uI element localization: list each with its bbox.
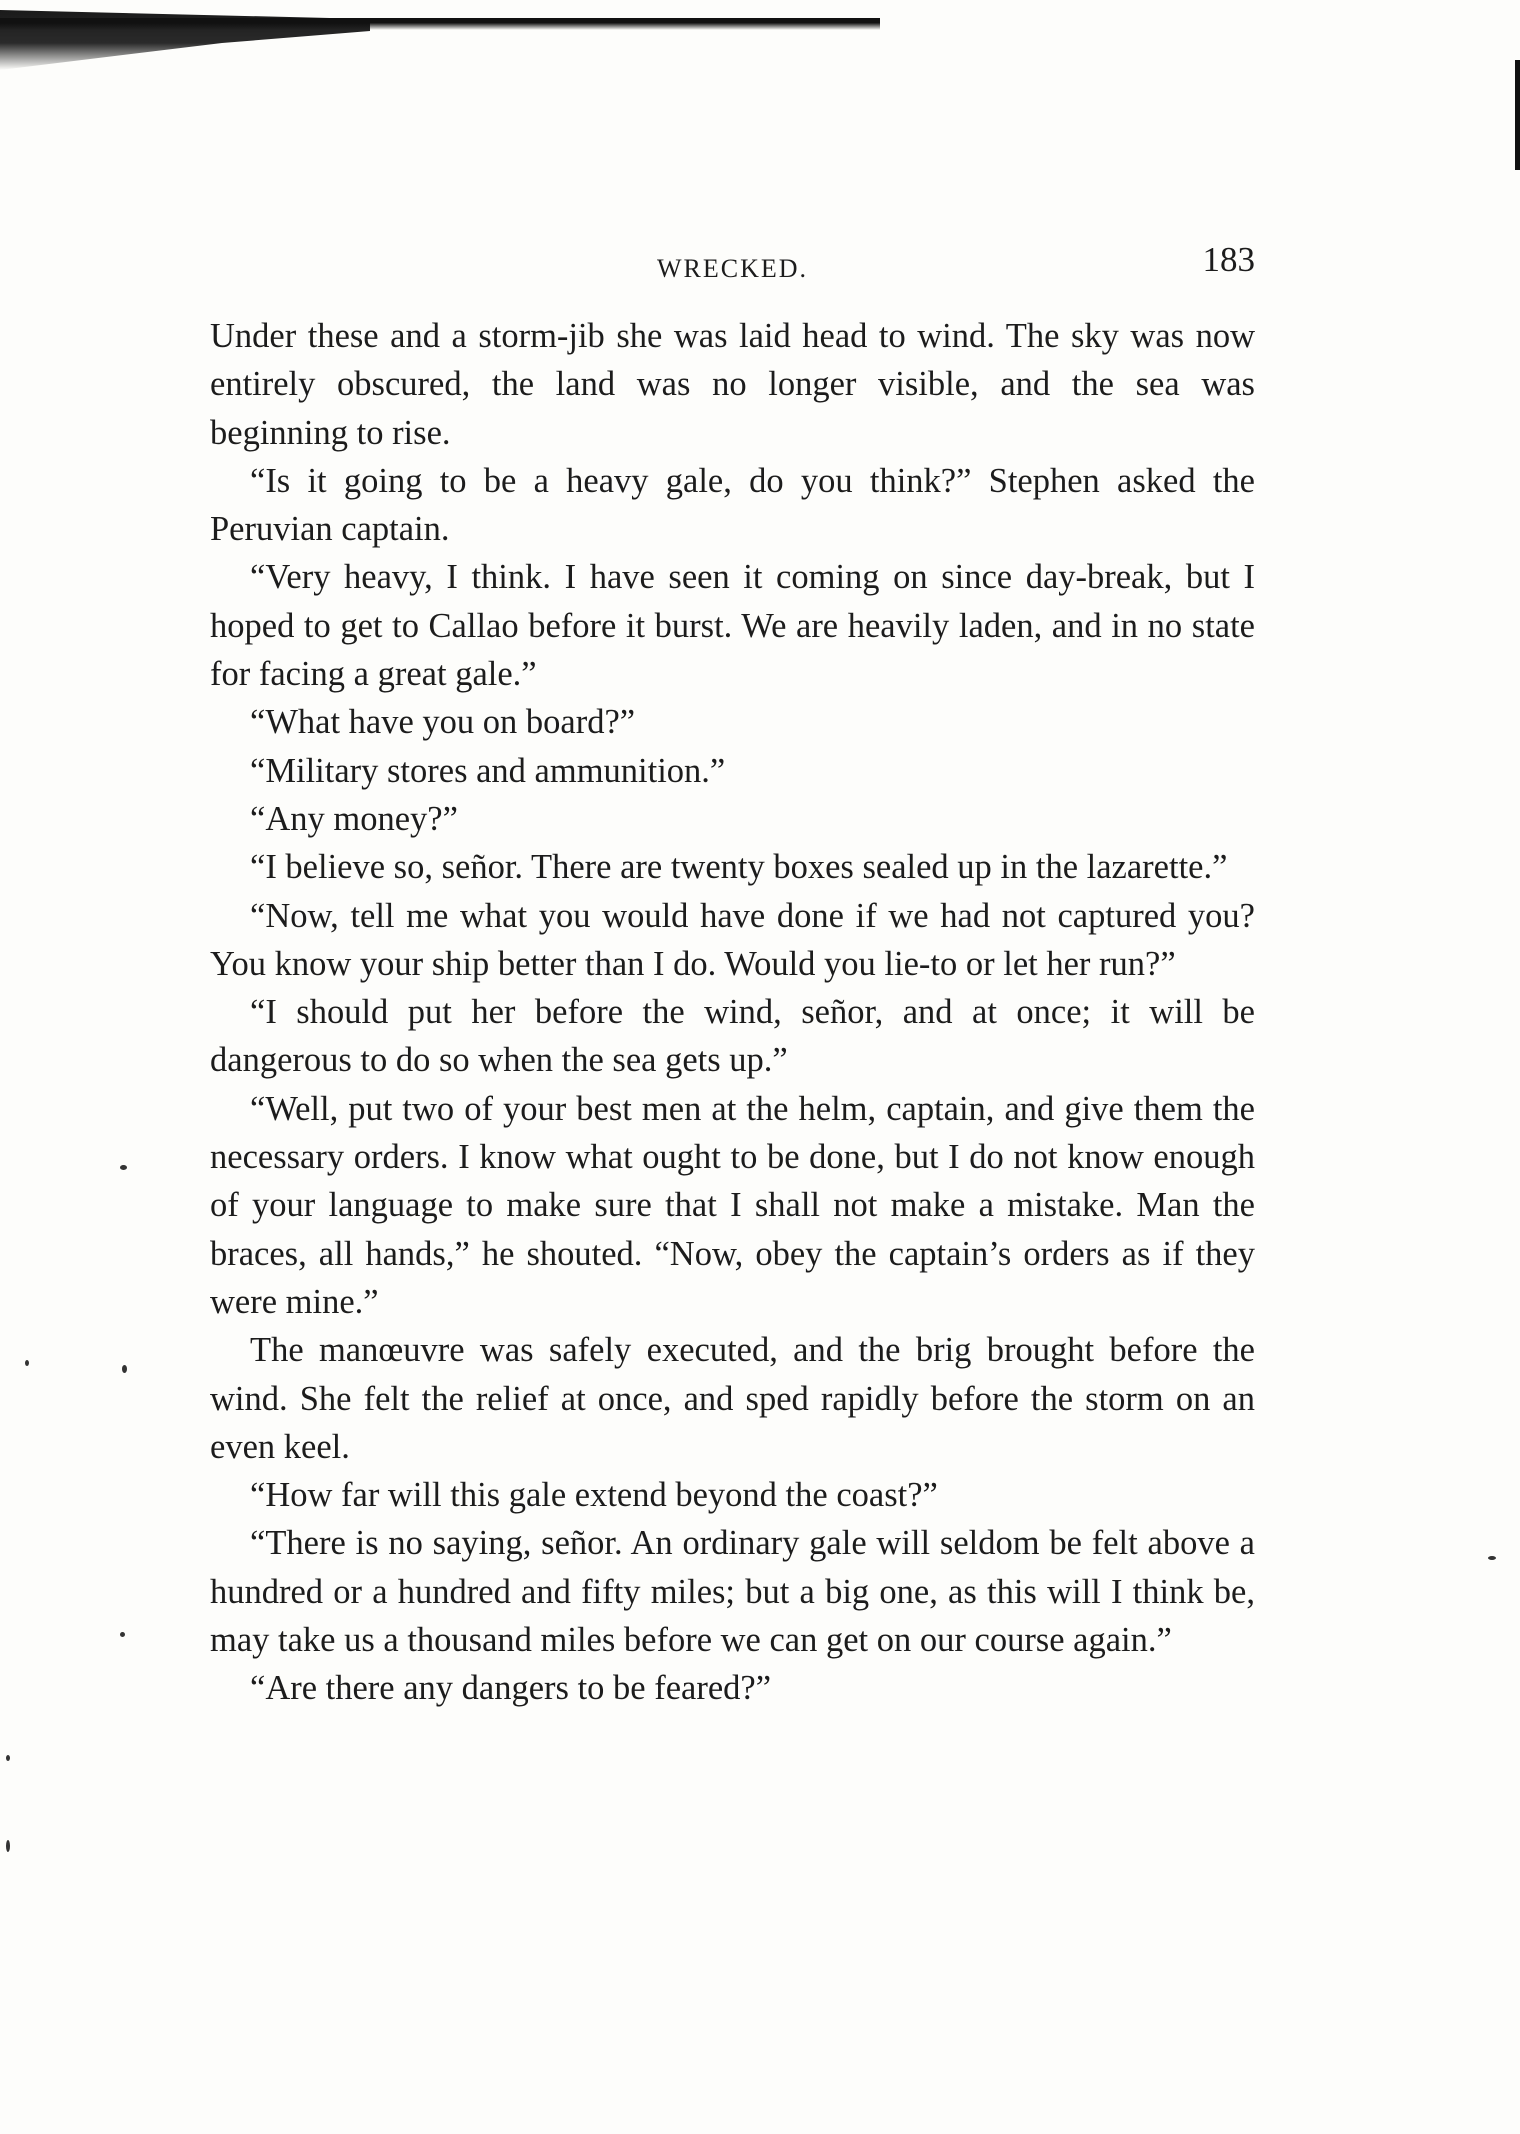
scan-right-border	[1515, 60, 1520, 170]
paragraph: “Well, put two of your best men at the helm, captain, and give them the necessary orders. I know what ought to be done, but I do not know enough of your language to make sure that I shall not make a mistake. Man the braces, all hands,” he shouted. “Now, obey the captain’s orders as if they were mine.”	[210, 1089, 1255, 1321]
paragraph: “What have you on board?”	[250, 703, 636, 742]
scan-speck	[120, 1165, 127, 1170]
scan-speck	[25, 1360, 29, 1366]
paragraph: The manœuvre was safely executed, and the brig brought before the wind. She felt the relief at once, and sped rapidly before the storm on an even keel.	[210, 1331, 1255, 1466]
paragraph: “Very heavy, I think. I have seen it coming on since day-break, but I hoped to get to Callao before it burst. We are heavily laden, and in no state for facing a great gale.”	[210, 558, 1255, 694]
running-head: WRECKED.	[656, 254, 809, 283]
scan-speck	[6, 1755, 10, 1761]
page-header	[210, 240, 1255, 290]
paragraph: “Are there any dangers to be feared?”	[250, 1669, 772, 1708]
scan-speck	[122, 1365, 127, 1373]
paragraph: “I believe so, señor. There are twenty boxes sealed up in the lazarette.”	[250, 848, 1228, 887]
scan-top-border	[0, 18, 880, 30]
scan-speck	[1488, 1556, 1496, 1560]
body-text	[210, 312, 1255, 1713]
paragraph: “There is no saying, señor. An ordinary gale will seldom be felt above a hundred or a hundred and fifty miles; but a big one, as this will I think be, may take us a thousand miles before we can get on our course again.”	[210, 1524, 1255, 1660]
page-number: 183	[1202, 240, 1255, 279]
paragraph: “I should put her before the wind, señor, and at once; it will be dangerous to do so when the sea gets up.”	[210, 993, 1255, 1080]
paragraph: “Is it going to be a heavy gale, do you think?” Stephen asked the Peruvian captain.	[210, 461, 1255, 549]
paragraph: Under these and a storm-jib she was laid head to wind. The sky was now entirely obscured, the land was no longer visible, and the sea was beginning to rise.	[210, 317, 1255, 452]
scan-speck	[6, 1840, 10, 1852]
paragraph: “Any money?”	[250, 799, 458, 838]
paragraph: “How far will this gale extend beyond the coast?”	[250, 1476, 938, 1515]
paragraph: “Now, tell me what you would have done if we had not captured you? You know your ship better than I do. Would you lie-to or let her run?”	[210, 896, 1255, 983]
paragraph: “Military stores and ammunition.”	[250, 751, 726, 790]
scan-speck	[120, 1632, 125, 1637]
